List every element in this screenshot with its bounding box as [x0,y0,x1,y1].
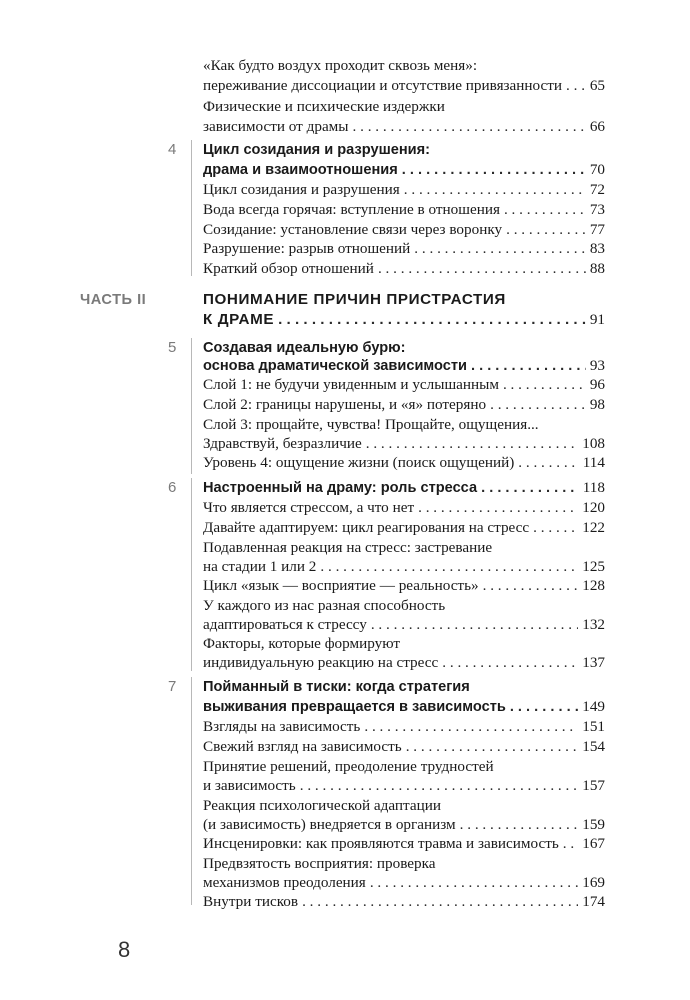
page-ref: 98 [589,396,605,413]
toc-entry-line: зависимости от драмы . . . 66 [203,117,605,137]
chapter-rule [191,677,192,905]
page-ref: 169 [582,874,605,891]
page-ref: 120 [582,499,605,516]
chapter-title: выживания превращается в зависимость . . . 149 [203,697,605,717]
toc-entry: и зависимость . . . 157 [203,776,605,796]
toc-entry: адаптироваться к стрессу . . . 132 [203,615,605,635]
page-ref: 154 [582,738,605,755]
toc-entry-line: Предвзятость восприятия: проверка [203,855,436,872]
chapter-number: 6 [168,479,177,496]
page-ref: 125 [582,558,605,575]
toc-entry-line: Реакция психологической адаптации [203,797,441,814]
page-ref: 174 [582,893,605,910]
page-ref: 122 [582,519,605,536]
part-label: ЧАСТЬ II [80,292,147,308]
page-ref: 149 [582,698,605,715]
chapter-rule [191,478,192,671]
page-ref: 118 [582,479,605,496]
chapter-title: Создавая идеальную бурю: [203,340,406,356]
part-title: ПОНИМАНИЕ ПРИЧИН ПРИСТРАСТИЯ [203,291,506,308]
page-ref: 151 [582,718,605,735]
toc-entry-line: Принятие решений, преодоление трудностей [203,758,494,775]
toc-entry: Взгляды на зависимость . . . 151 [203,717,605,737]
toc-entry-line: Физические и психические издержки [203,98,445,115]
page-ref: 91 [589,311,605,328]
page-ref: 88 [589,260,605,277]
toc-entry: механизмов преодоления . . . 169 [203,873,605,893]
page-ref: 108 [582,435,605,452]
page-ref: 70 [589,161,605,178]
toc-entry-line: У каждого из нас разная способность [203,597,446,614]
toc-entry-line: «Как будто воздух проходит сквозь меня»: [203,57,478,74]
chapter-title: Цикл созидания и разрушения: [203,142,431,158]
toc-entry: Созидание: установление связи через воронку . . . 77 [203,220,605,240]
toc-entry: Цикл созидания и разрушения . . . 72 [203,180,605,200]
page-ref: 157 [582,777,605,794]
part-title: К ДРАМЕ . . . 91 [203,310,605,330]
dot-leader [353,117,586,137]
dot-leader [566,76,586,96]
page-number: 8 [118,937,131,962]
dot-leader [471,356,586,376]
page-ref: 73 [589,201,605,218]
toc-entry: (и зависимость) внедряется в организм . . . 159 [203,815,605,835]
page-ref: 159 [582,816,605,833]
toc-entry: Уровень 4: ощущение жизни (поиск ощущений) . . . 114 [203,453,605,473]
dot-leader [481,478,579,498]
toc-entry: Свежий взгляд на зависимость . . . 154 [203,737,605,757]
chapter-number: 4 [168,141,177,158]
dot-leader [510,697,578,717]
toc-entry: Внутри тисков . . . 174 [203,892,605,912]
page-ref: 137 [582,654,605,671]
page-ref: 128 [582,577,605,594]
toc-entry: Цикл «язык — восприятие — реальность» . . . 128 [203,576,605,596]
toc-entry-line: Подавленная реакция на стресс: застревание [203,539,493,556]
toc-entry: индивидуальную реакцию на стресс . . . 137 [203,653,605,673]
toc-entry: Разрушение: разрыв отношений . . . 83 [203,239,605,259]
toc-entry: Здравствуй, безразличие . . . 108 [203,434,605,454]
toc-entry: Инсценировки: как проявляются травма и зависимость . . . 167 [203,834,605,854]
toc-entry: на стадии 1 или 2 . . . 125 [203,557,605,577]
toc-entry: Краткий обзор отношений . . . 88 [203,259,605,279]
toc-entry-line: Факторы, которые формируют [203,635,401,652]
chapter-title: Настроенный на драму: роль стресса . . . 118 [203,478,605,498]
page-ref: 72 [589,181,605,198]
page-ref: 65 [589,77,605,94]
chapter-title: основа драматической зависимости . . . 93 [203,356,605,376]
page-ref: 114 [582,454,605,471]
chapter-title: Пойманный в тиски: когда стратегия [203,679,470,695]
page-ref: 77 [589,221,605,238]
chapter-rule [191,338,192,474]
toc-entry: Слой 2: границы нарушены, и «я» потеряно . . . 98 [203,395,605,415]
toc-entry: Вода всегда горячая: вступление в отношения . . . 73 [203,200,605,220]
page-ref: 66 [589,118,605,135]
chapter-number: 7 [168,678,177,695]
dot-leader [402,160,586,180]
chapter-rule [191,140,192,276]
page-ref: 96 [589,376,605,393]
toc-entry-line: Слой 3: прощайте, чувства! Прощайте, ощущения... [203,416,539,433]
chapter-title: драма и взаимоотношения . . . 70 [203,160,605,180]
toc-entry: Что является стрессом, а что нет . . . 120 [203,498,605,518]
toc-entry-line: переживание диссоциации и отсутствие привязанности . . . 65 [203,76,605,96]
page-ref: 83 [589,240,605,257]
toc-entry: Слой 1: не будучи увиденным и услышанным . . . 96 [203,375,605,395]
page-ref: 167 [582,835,605,852]
chapter-number: 5 [168,339,177,356]
page-ref: 93 [589,357,605,374]
page-ref: 132 [582,616,605,633]
toc-entry: Давайте адаптируем: цикл реагирования на стресс . . . 122 [203,518,605,538]
dot-leader [278,310,586,330]
